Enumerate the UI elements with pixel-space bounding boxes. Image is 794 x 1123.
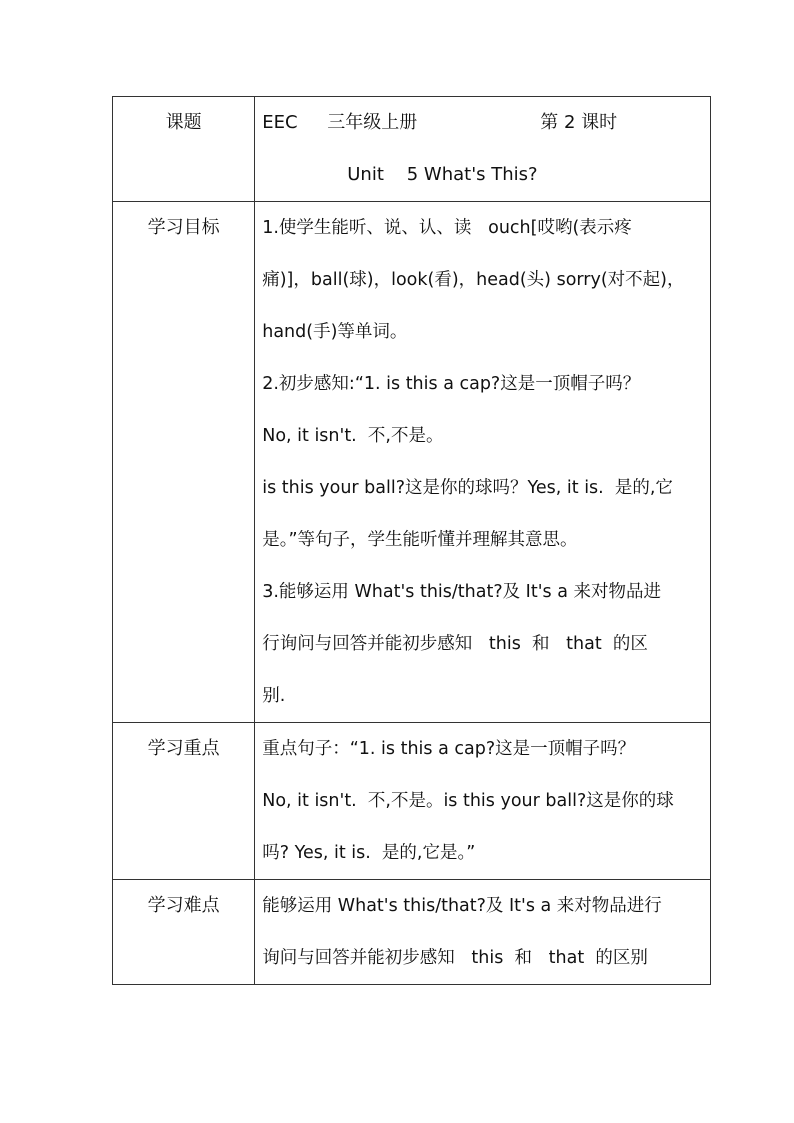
key-points-label: 学习重点 [147, 738, 220, 759]
key-points-text [255, 723, 710, 879]
grade-text: 三年级上册 [327, 112, 418, 133]
difficulties-label-cell [113, 880, 255, 985]
objectives-content-cell [255, 202, 711, 723]
objectives-label-cell [113, 202, 255, 723]
header-line-1 [255, 97, 710, 149]
objectives-line: is this your ball?这是你的球吗？Yes, it is. 是的,它 [262, 478, 673, 498]
header-label-cell [113, 97, 255, 202]
key-points-content-cell [255, 723, 711, 880]
objectives-line: No, it isn't. 不,不是。 [262, 426, 444, 446]
key-points-line: 吗? Yes, it is. 是的,它是。” [262, 843, 476, 863]
objectives-line: 是。”等句子，学生能听懂并理解其意思。 [262, 530, 578, 550]
lesson-number: 第 2 课时 [540, 112, 618, 133]
difficulties-label: 学习难点 [147, 895, 220, 916]
topic-label: 课题 [165, 112, 202, 133]
objectives-line: hand(手)等单词。 [262, 322, 408, 342]
difficulties-text [255, 880, 710, 984]
key-points-line: 重点句子：“1. is this a cap?这是一顶帽子吗？ [262, 739, 636, 759]
key-points-line: No, it isn't. 不,不是。is this your ball?这是你的球 [262, 791, 674, 811]
difficulties-line: 能够运用 What's this/that?及 It's a 来对物品进行 [262, 896, 662, 916]
objectives-row [113, 202, 711, 723]
series-name: EEC [262, 112, 298, 133]
objectives-line: 别. [262, 686, 286, 706]
objectives-line: 1.使学生能听、说、认、读 ouch[哎哟(表示疼 [262, 218, 632, 238]
header-content-cell [255, 97, 711, 202]
objectives-label: 学习目标 [147, 217, 220, 238]
unit-title: Unit 5 What's This? [347, 164, 538, 185]
lesson-plan-table [112, 96, 711, 985]
header-row [113, 97, 711, 202]
difficulties-line: 询问与回答并能初步感知 this 和 that 的区别 [262, 948, 648, 968]
difficulties-content-cell [255, 880, 711, 985]
key-points-row [113, 723, 711, 880]
key-points-label-cell [113, 723, 255, 880]
objectives-line: 行询问与回答并能初步感知 this 和 that 的区 [262, 634, 648, 654]
objectives-text [255, 202, 710, 722]
objectives-line: 痛)]，ball(球)，look(看)，head(头) sorry(对不起)， [262, 270, 685, 290]
difficulties-row [113, 880, 711, 985]
objectives-line: 2.初步感知:“1. is this a cap?这是一顶帽子吗？ [262, 374, 641, 394]
objectives-line: 3.能够运用 What's this/that?及 It's a 来对物品进 [262, 582, 661, 602]
